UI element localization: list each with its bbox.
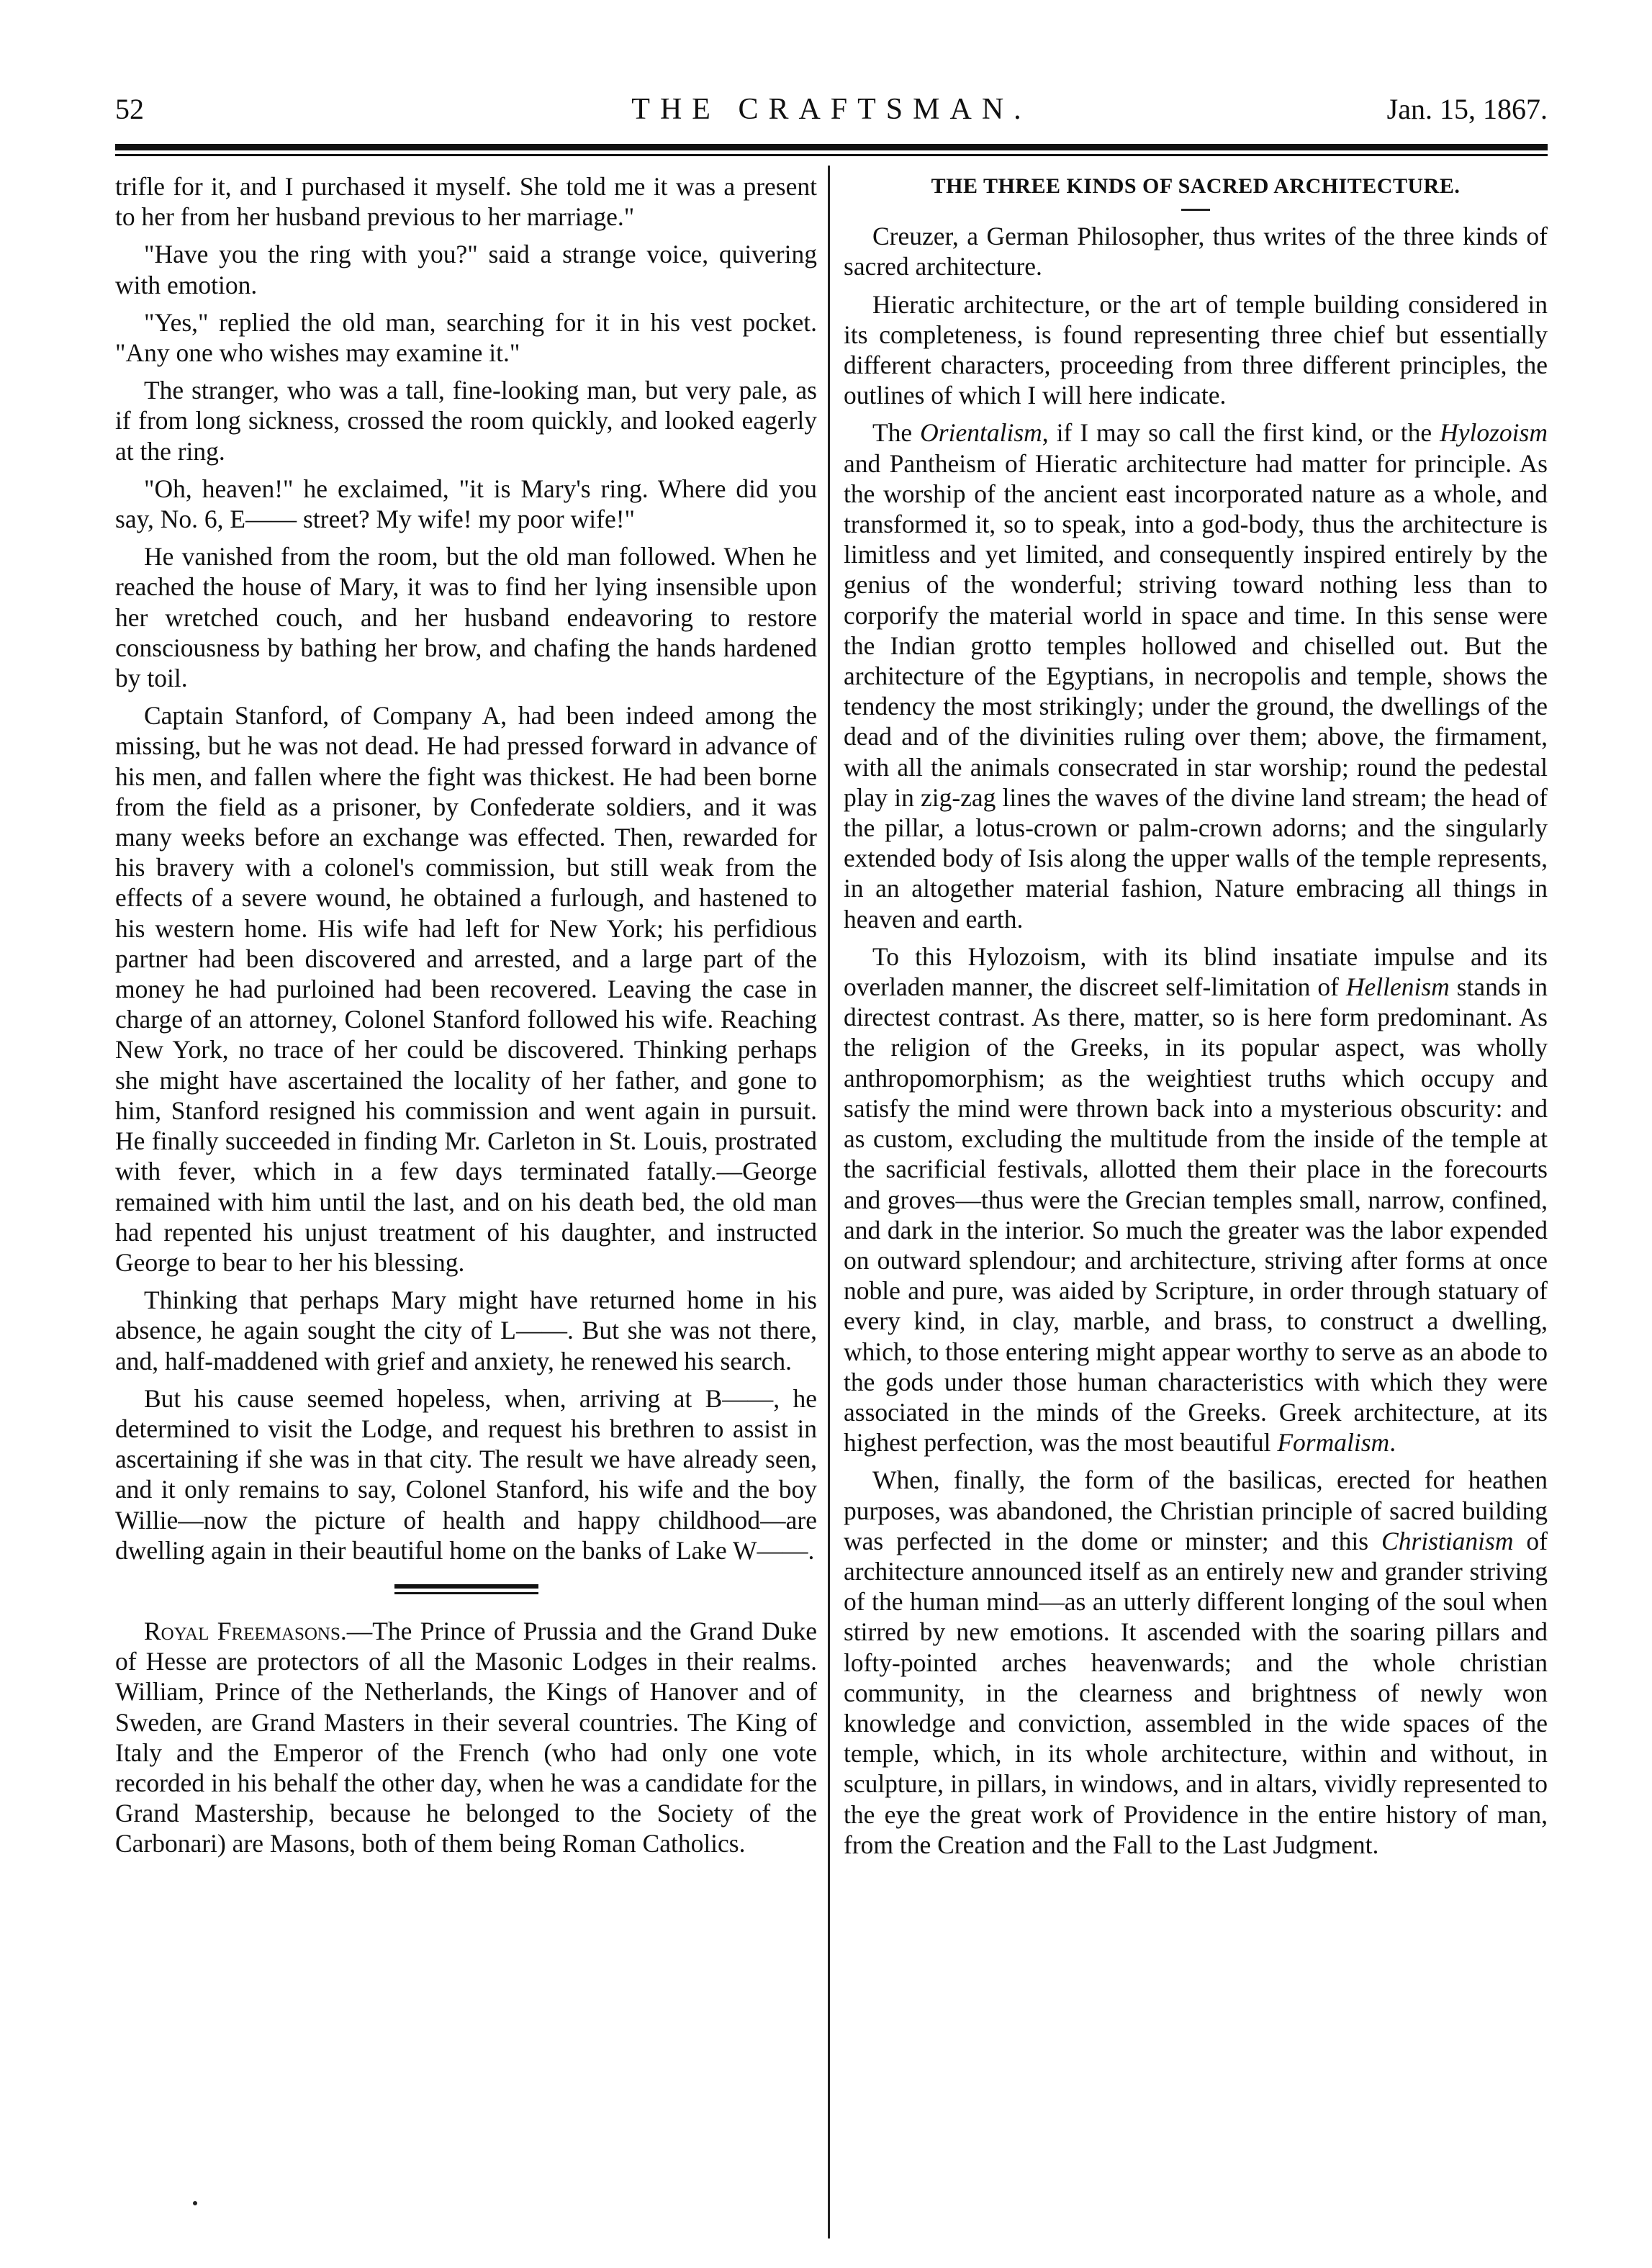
left-column: [115, 171, 817, 1866]
royal-freemasons-text: —The Prince of Prussia and the Grand Duke of Hesse are protectors of all the Masonic Lodges in their realms. William, Prince of the Netherlands, the Kings of Hanover and of Sweden, are Grand Masters in their several countries. The King of Italy and the Emperor of the French (who had only one vote recorded in his behalf the other day, when he was a candidate for the Grand Mastership, because he belonged to the Society of the Carbonari) are Masons, both of them being Roman Catholics.: [115, 1616, 817, 1858]
italic-term: Orientalism: [920, 418, 1042, 448]
text-run: To this Hylozoism, with its blind insatiate impulse and its overladen manner, the discreet self-limitation of: [844, 941, 1548, 1002]
story-paragraph: Thinking that perhaps Mary might have returned home in his absence, he again sought the city of L——. But she was not there, and, half-maddened with grief and anxiety, he renewed his search.: [115, 1286, 817, 1375]
issue-date: Jan. 15, 1867.: [1386, 93, 1548, 125]
text-run: stands in directest contrast. As there, matter, so is here form predominant. As the religion of the Greeks, in its popular aspect, was wholly anthropomorphism; as the weightiest truths which occupy and satisfy the mind were thrown back into a mysterious obscurity: and as custom, excluding the multitude from the inside of the temple at the sacrificial festivals, allotted them their place in the forecourts and groves—thus were the Grecian temples small, narrow, confined, and dark in the interior. So much the greater was the labor expended on outward splendour; and architecture, striving after forms at once noble and pure, was aided by Scripture, in order through statuary of every kind, in clay, marble, and brass, to construct a dwelling, which, to those entering might appear worthy to serve as an abode to the gods under those human characteristics with which they were associated in the minds of the Greeks. Greek architecture, at its highest perfection, was the most beautiful: [844, 972, 1548, 1458]
text-run: of architecture announced itself as an entirely new and grander striving of the human mind—as an utterly different longing of the soul when stirred by new emotions. It ascended with the soaring pillars and lofty-pointed arches heavenwards; and the whole christian community, in the clearness and brightness of newly won knowledge and conviction, assembled in the wide spaces of the temple, which, in its whole architecture, within and without, in sculpture, in pillars, in windows, and in altars, vividly represented to the eye the great work of Providence in the entire history of man, from the Creation and the Fall to the Last Judgment.: [844, 1526, 1548, 1859]
italic-term: Hylozoism: [1440, 418, 1548, 448]
right-column: [844, 171, 1548, 1867]
story-paragraph: "Oh, heaven!" he exclaimed, "it is Mary's ring. Where did you say, No. 6, E—— street? My wife! my poor wife!": [115, 474, 817, 534]
text-run: and Pantheism of Hieratic architecture had matter for principle. As the worship of the ancient east incorporated nature as a whole, and transformed it, so to speak, into a god-body, thus the architecture is limitless and yet limited, and consequently inspired entirely by the genius of the wonderful; striving toward nothing less than to corporify the material world in space and time. In this sense were the Indian grotto temples hollowed and chiselled out. But the architecture of the Egyptians, in necropolis and temple, shows the tendency the most strikingly; under the ground, the dwellings of the dead and of the divinities ruling over them; above, the firmament, with all the animals consecrated in star worship; round the pedestal play in zig-zag lines the waves of the divine land stream; the head of the pillar, a lotus-crown or palm-crown adorns; and the singularly extended body of Isis along the upper walls of the temple represents, in an altogether material fashion, Nature embracing all things in heaven and earth.: [844, 448, 1548, 934]
story-paragraph: He vanished from the room, but the old man followed. When he reached the house of Mary, it was to find her lying insensible upon her wretched couch, and her husband endeavoring to restore consciousness by bathing her brow, and chafing the hands hardened by toil.: [115, 542, 817, 693]
story-paragraph: But his cause seemed hopeless, when, arriving at B——, he determined to visit the Lodge, and request his brethren to assist in ascertaining if she was in that city. The result we have already seen, and it only remains to say, Colonel Stanford, his wife and the boy Willie—now the picture of health and happy childhood—are dwelling again in their beautiful home on the banks of Lake W——.: [115, 1383, 817, 1565]
article-paragraph: [844, 1465, 1548, 1860]
section-separator: [394, 1584, 538, 1594]
header-rule-thin: [115, 154, 1548, 156]
page-header: [115, 92, 1548, 135]
header-rule-thick: [115, 144, 1548, 150]
text-run: , if I may so call the first kind, or the: [1042, 418, 1440, 448]
story-paragraph: "Yes," replied the old man, searching for it in his vest pocket. "Any one who wishes may examine it.": [115, 307, 817, 368]
story-paragraph: Captain Stanford, of Company A, had been indeed among the missing, but he was not dead. He had pressed forward in advance of his men, and fallen where the fight was thickest. He had been borne from the field as a prisoner, by Confederate soldiers, and it was many weeks before an exchange was effected. Then, rewarded for his bravery with a colonel's commission, but still weak from the effects of a severe wound, he obtained a furlough, and hastened to his western home. His wife had left for New York; his perfidious partner had been discovered and arrested, and a large part of the money he had purloined had been recovered. Leaving the case in charge of an attorney, Colonel Stanford followed his wife. Reaching New York, no trace of her could be discovered. Thinking perhaps she might have ascertained the locality of her father, and gone to him, Stanford resigned his commission and went again in pursuit. He finally succeeded in finding Mr. Carleton in St. Louis, prostrated with fever, which in a few days terminated fatally.—George remained with him until the last, and on his death bed, the old man had repented his unjust treatment of his daughter, and instructed George to bear to her his blessing.: [115, 701, 817, 1277]
stray-ink-dot: [193, 2201, 197, 2205]
article-paragraph: [844, 941, 1548, 1458]
text-run: .: [1389, 1428, 1396, 1458]
italic-term: Christianism: [1381, 1526, 1514, 1555]
publication-title: THE CRAFTSMAN.: [631, 93, 1032, 126]
story-paragraph: "Have you the ring with you?" said a strange voice, quivering with emotion.: [115, 240, 817, 299]
article-heading: THE THREE KINDS OF SACRED ARCHITECTURE.: [931, 174, 1461, 198]
royal-freemasons-paragraph: [115, 1616, 817, 1859]
royal-freemasons-lead: Royal Freemasons.: [144, 1616, 347, 1645]
text-run: When, finally, the form of the basilicas, erected for heathen purposes, was abandoned, the Christian principle of sacred building was perfected in the dome or minster; and this: [844, 1465, 1548, 1555]
italic-term: Formalism: [1277, 1428, 1390, 1458]
story-paragraph: trifle for it, and I purchased it myself. She told me it was a present to her from her husband previous to her marriage.": [115, 172, 817, 232]
article-paragraph: [844, 417, 1548, 934]
page-number: 52: [115, 93, 144, 125]
heading-dash: [1181, 209, 1210, 211]
text-run: The: [872, 418, 921, 448]
story-paragraph: The stranger, who was a tall, fine-looking man, but very pale, as if from long sickness, crossed the room quickly, and looked eagerly at the ring.: [115, 376, 817, 466]
article-paragraph: Hieratic architecture, or the art of temple building considered in its completeness, is found representing three chief but essentially different characters, proceeding from three different principles, the outlines of which I will here indicate.: [844, 289, 1548, 410]
column-divider: [828, 166, 830, 2238]
article-paragraph: Creuzer, a German Philosopher, thus writes of the three kinds of sacred architecture.: [844, 222, 1548, 281]
italic-term: Hellenism: [1345, 972, 1450, 1002]
